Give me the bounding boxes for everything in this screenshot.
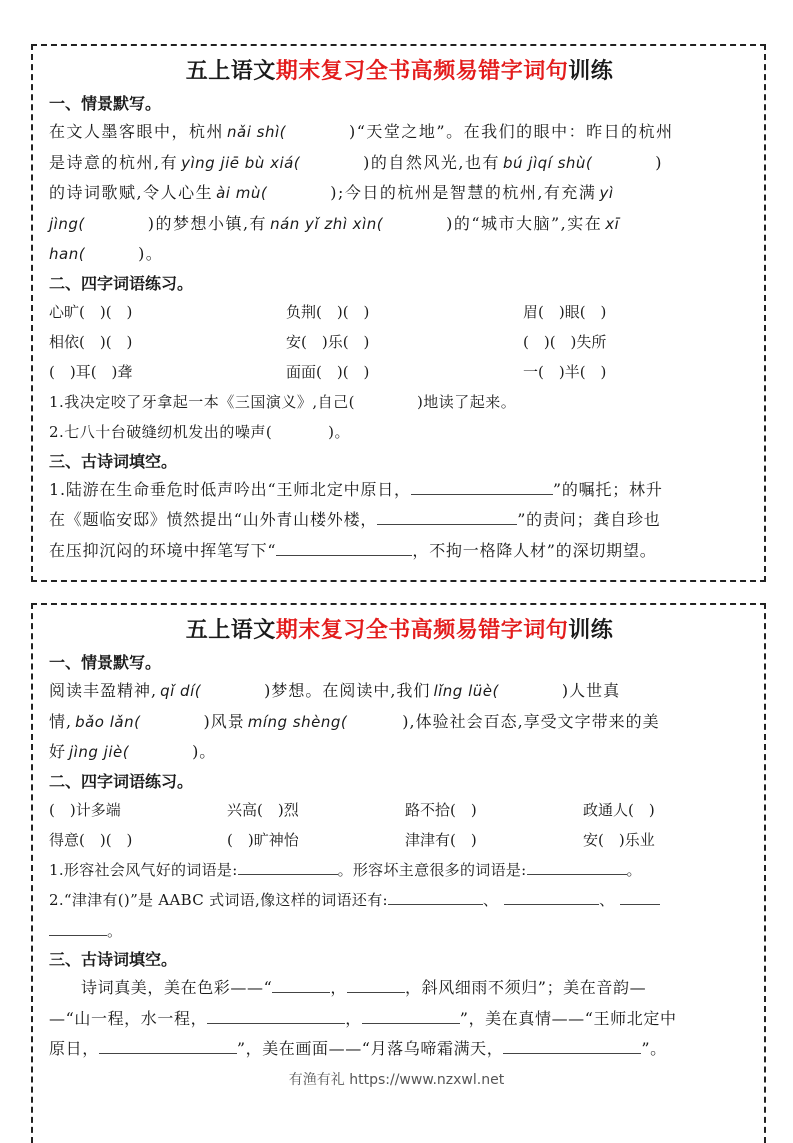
answer-blank[interactable] (362, 1007, 460, 1024)
text: 原日， (49, 1039, 99, 1058)
text-line (49, 178, 750, 209)
section-heading: 三、古诗词填空。 (49, 950, 178, 969)
section-heading: 一、情景默写。 (49, 94, 162, 113)
pinyin-prompt: ài mù( (216, 184, 268, 202)
text-line (49, 1004, 750, 1035)
text: )“天堂之地”。在我们的眼中：昨日的杭州 (349, 122, 674, 141)
answer-blank[interactable] (207, 1007, 345, 1024)
scenario-dictation-paragraph (49, 676, 750, 768)
text: 阅读丰盈精神, (49, 681, 158, 700)
text: )地读了起来。 (416, 392, 517, 411)
section-heading: 二、四字词语练习。 (49, 273, 194, 293)
idiom-item[interactable]: 津津有( ) (405, 830, 477, 849)
text: )的“城市大脑”,实在 (446, 213, 603, 233)
text: ， (345, 1008, 362, 1028)
text-line (49, 148, 750, 179)
idiom-item[interactable]: 心旷( )( ) (49, 302, 133, 321)
text-line (49, 239, 750, 270)
text: )。 (138, 244, 164, 263)
text: )的梦想小镇,有 (147, 213, 268, 233)
worksheet-title (49, 613, 750, 649)
text-line (49, 117, 750, 148)
idiom-item[interactable]: ( )耳( )聋 (49, 362, 133, 381)
answer-blank[interactable] (238, 858, 338, 875)
idiom-item[interactable]: 路不拾( ) (405, 800, 477, 819)
title-highlight: 期末复习全书高频易错字词句 (275, 59, 569, 84)
title-suffix: 训练 (568, 618, 614, 643)
answer-blank-continued[interactable] (49, 919, 107, 936)
idiom-item[interactable]: 得意( )( ) (49, 830, 133, 849)
answer-blank[interactable] (388, 888, 483, 905)
title-suffix: 训练 (568, 59, 614, 84)
idiom-item[interactable]: 眉( )眼( ) (523, 302, 607, 321)
idiom-grid (49, 297, 750, 387)
text-line (49, 536, 750, 567)
scenario-dictation-paragraph (49, 117, 750, 270)
answer-blank[interactable] (620, 888, 660, 905)
text-line (49, 737, 750, 768)
title-prefix: 五上语文 (185, 618, 276, 643)
text-line (49, 209, 750, 240)
idiom-item[interactable]: 相依( )( ) (49, 332, 133, 351)
text: 是诗意的杭州,有 (49, 152, 179, 172)
idiom-item[interactable]: 兴高( )烈 (227, 800, 299, 819)
text: 2.七八十台破缝纫机发出的噪声( (49, 423, 273, 441)
text: ),体验社会百态,享受文字带来的美 (402, 711, 660, 731)
idiom-item[interactable]: 安( )乐( ) (286, 332, 370, 351)
text: —“山一程，水一程， (49, 1008, 208, 1028)
worksheet-title (49, 54, 750, 90)
idiom-item[interactable]: ( )( )失所 (523, 332, 607, 351)
text: ， (330, 978, 347, 997)
text: )风景 (203, 711, 245, 731)
text: )的自然风光,也有 (363, 152, 500, 172)
answer-blank[interactable] (276, 539, 412, 556)
text: 在《题临安邸》愤然提出“山外青山楼外楼， (49, 510, 378, 529)
answer-blank[interactable] (503, 1037, 641, 1054)
text: );今日的杭州是智慧的杭州,有充满 (330, 183, 597, 202)
text: 好 (49, 742, 67, 761)
title-highlight: 期末复习全书高频易错字词句 (275, 618, 569, 643)
section-heading: 一、情景默写。 (49, 653, 162, 672)
answer-blank[interactable] (411, 478, 553, 495)
pinyin-prompt: yìng jiē bù xiá( (181, 153, 301, 172)
text: 1.陆游在生命垂危时低声吟出“王师北定中原日， (49, 479, 411, 499)
text: ”。 (641, 1039, 667, 1058)
title-prefix: 五上语文 (185, 59, 276, 84)
worksheet-2 (31, 603, 766, 1143)
pinyin-prompt: yì (599, 184, 614, 202)
idiom-item[interactable]: 一( )半( ) (523, 362, 607, 381)
question-1 (49, 855, 750, 886)
text: 2.“津津有()”是 AABC 式词语,像这样的词语还有: (49, 891, 388, 909)
text: 。 (626, 860, 642, 879)
text: 1.形容社会风气好的词语是: (49, 860, 238, 879)
text: 情, (49, 711, 73, 731)
pinyin-prompt: qǐ dí( (160, 682, 202, 700)
idiom-item[interactable]: 政通人( ) (583, 800, 655, 819)
text: ”的嘱托；林升 (552, 479, 663, 499)
poetry-fill-paragraph (49, 475, 750, 567)
pinyin-prompt: jìng( (49, 214, 85, 233)
answer-blank[interactable] (272, 976, 330, 993)
text-line (49, 676, 750, 707)
pinyin-prompt: lǐng lüè( (433, 682, 499, 700)
text: ，不拘一格降人材”的深切期望。 (412, 540, 657, 560)
text: 。形容坏主意很多的词语是: (337, 860, 527, 879)
text: )。 (192, 742, 217, 761)
answer-blank[interactable] (347, 976, 405, 993)
pinyin-prompt: bǎo lǎn( (75, 712, 141, 731)
text: 在文人墨客眼中，杭州 (49, 122, 225, 141)
answer-blank[interactable] (99, 1037, 237, 1054)
text-line (49, 707, 750, 738)
question-2 (49, 417, 750, 448)
text: ，斜风细雨不须归”；美在音韵— (405, 978, 647, 997)
text: ”，美在真情——“王师北定中 (459, 1008, 677, 1028)
idiom-item[interactable]: ( )计多端 (49, 800, 121, 819)
text-line (49, 475, 750, 506)
separator: 、 (482, 891, 499, 909)
pinyin-prompt: han( (49, 245, 86, 263)
text: 在压抑沉闷的环境中挥笔写下“ (49, 540, 277, 560)
pinyin-prompt: míng shèng( (247, 712, 348, 731)
idiom-grid (49, 795, 750, 855)
text: ”，美在画面——“月落乌啼霜满天， (236, 1039, 504, 1058)
section-heading: 二、四字词语练习。 (49, 771, 194, 791)
question-2 (49, 885, 750, 946)
idiom-item[interactable]: 负荆( )( ) (286, 302, 370, 321)
text: 诗词真美，美在色彩——“ (81, 978, 273, 997)
watermark: 有渔有礼 https://www.nzxwl.net (288, 1072, 505, 1088)
answer-blank[interactable] (377, 508, 517, 525)
text: ) (655, 152, 664, 172)
text-line (49, 1034, 750, 1065)
text: )人世真 (561, 681, 621, 700)
text: 的诗词歌赋,令人心生 (49, 183, 214, 202)
text: )。 (328, 423, 351, 441)
pinyin-prompt: jìng jiè( (69, 743, 130, 761)
answer-blank[interactable] (504, 888, 599, 905)
pinyin-prompt: xī (605, 214, 620, 233)
pinyin-prompt: nǎi shì( (227, 123, 286, 141)
idiom-item[interactable]: ( )旷神怡 (227, 830, 299, 849)
text-line (49, 973, 750, 1004)
pinyin-prompt: bú jìqí shù( (503, 153, 593, 172)
text: 1.我决定咬了牙拿起一本《三国演义》,自己( (49, 392, 355, 411)
text: ”的责问；龚自珍也 (517, 510, 661, 529)
pinyin-prompt: nán yǐ zhì xìn( (270, 214, 384, 233)
poetry-fill-paragraph (49, 973, 750, 1065)
worksheet-1 (31, 44, 766, 582)
section-heading: 三、古诗词填空。 (49, 451, 178, 471)
question-1 (49, 387, 750, 418)
answer-blank[interactable] (527, 858, 627, 875)
text: )梦想。在阅读中,我们 (264, 681, 431, 700)
separator: 、 (599, 891, 615, 909)
text-line (49, 505, 750, 536)
idiom-item[interactable]: 安( )乐业 (583, 830, 655, 849)
idiom-item[interactable]: 面面( )( ) (286, 362, 370, 381)
text: 。 (107, 921, 123, 940)
